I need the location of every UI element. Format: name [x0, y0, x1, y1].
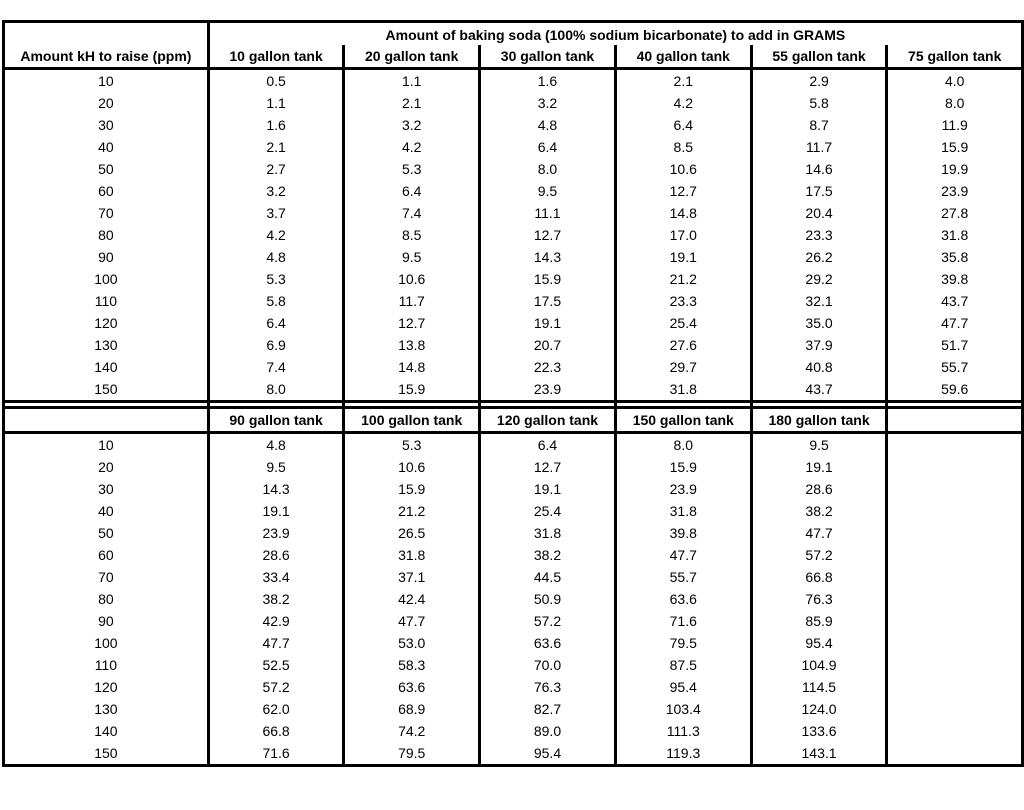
value-cell: 4.8	[208, 433, 344, 457]
value-cell: 6.9	[208, 334, 344, 356]
value-cell: 44.5	[480, 566, 616, 588]
value-cell: 15.9	[344, 478, 480, 500]
value-cell: 43.7	[887, 290, 1023, 312]
value-cell: 9.5	[480, 180, 616, 202]
value-cell: 43.7	[751, 378, 887, 402]
value-cell: 23.9	[887, 180, 1023, 202]
value-cell	[887, 676, 1023, 698]
row-label-cell: 70	[4, 566, 209, 588]
value-cell: 3.2	[208, 180, 344, 202]
table-row	[4, 378, 1023, 402]
table-row	[4, 632, 1023, 654]
value-cell	[887, 610, 1023, 632]
value-cell: 5.3	[344, 158, 480, 180]
value-cell: 119.3	[615, 742, 751, 766]
value-cell: 95.4	[480, 742, 616, 766]
value-cell: 15.9	[344, 378, 480, 402]
value-cell: 4.2	[344, 136, 480, 158]
value-cell	[887, 588, 1023, 610]
value-cell: 76.3	[480, 676, 616, 698]
table-row	[4, 544, 1023, 566]
row-label-cell: 90	[4, 246, 209, 268]
value-cell: 114.5	[751, 676, 887, 698]
value-cell: 2.1	[615, 69, 751, 93]
row-label-cell: 20	[4, 456, 209, 478]
value-cell: 17.5	[751, 180, 887, 202]
value-cell: 28.6	[208, 544, 344, 566]
row-label-cell: 10	[4, 433, 209, 457]
value-cell: 9.5	[344, 246, 480, 268]
value-cell: 8.0	[480, 158, 616, 180]
value-cell: 62.0	[208, 698, 344, 720]
value-cell: 23.3	[615, 290, 751, 312]
value-cell: 6.4	[480, 136, 616, 158]
value-cell: 3.2	[344, 114, 480, 136]
value-cell: 2.9	[751, 69, 887, 93]
table-row	[4, 566, 1023, 588]
value-cell: 1.1	[208, 92, 344, 114]
value-cell: 9.5	[208, 456, 344, 478]
value-cell: 74.2	[344, 720, 480, 742]
column-header: 90 gallon tank	[208, 408, 344, 433]
row-label-cell: 80	[4, 224, 209, 246]
value-cell: 11.1	[480, 202, 616, 224]
value-cell: 26.2	[751, 246, 887, 268]
value-cell: 47.7	[887, 312, 1023, 334]
table-row	[4, 246, 1023, 268]
value-cell: 6.4	[344, 180, 480, 202]
value-cell: 31.8	[887, 224, 1023, 246]
value-cell: 70.0	[480, 654, 616, 676]
corner-cell	[4, 22, 209, 46]
value-cell: 28.6	[751, 478, 887, 500]
table-row	[4, 610, 1023, 632]
value-cell: 21.2	[344, 500, 480, 522]
row-label-cell: 80	[4, 588, 209, 610]
value-cell	[887, 478, 1023, 500]
value-cell: 103.4	[615, 698, 751, 720]
value-cell: 2.1	[344, 92, 480, 114]
value-cell: 33.4	[208, 566, 344, 588]
value-cell: 2.7	[208, 158, 344, 180]
row-label-cell: 70	[4, 202, 209, 224]
column-header: 20 gallon tank	[344, 45, 480, 69]
value-cell: 4.8	[480, 114, 616, 136]
value-cell: 55.7	[615, 566, 751, 588]
value-cell: 27.8	[887, 202, 1023, 224]
value-cell: 38.2	[480, 544, 616, 566]
value-cell: 22.3	[480, 356, 616, 378]
row-label-cell: 100	[4, 268, 209, 290]
column-header: 10 gallon tank	[208, 45, 344, 69]
title-row	[4, 22, 1023, 46]
table-row	[4, 268, 1023, 290]
table-row	[4, 356, 1023, 378]
table-row	[4, 136, 1023, 158]
row-label-cell: 10	[4, 69, 209, 93]
value-cell: 37.9	[751, 334, 887, 356]
value-cell: 11.7	[751, 136, 887, 158]
header-row-1	[4, 45, 1023, 69]
value-cell: 5.3	[208, 268, 344, 290]
value-cell: 23.3	[751, 224, 887, 246]
value-cell: 3.2	[480, 92, 616, 114]
value-cell: 4.2	[615, 92, 751, 114]
table-row	[4, 742, 1023, 766]
value-cell: 111.3	[615, 720, 751, 742]
value-cell: 124.0	[751, 698, 887, 720]
value-cell: 82.7	[480, 698, 616, 720]
value-cell: 10.6	[615, 158, 751, 180]
value-cell: 38.2	[208, 588, 344, 610]
row-label-cell: 40	[4, 136, 209, 158]
row-label-cell: 130	[4, 334, 209, 356]
value-cell: 8.0	[615, 433, 751, 457]
row-label-cell: 90	[4, 610, 209, 632]
value-cell: 31.8	[344, 544, 480, 566]
row-label-cell: 120	[4, 676, 209, 698]
value-cell: 31.8	[615, 378, 751, 402]
row-label-cell: 110	[4, 654, 209, 676]
value-cell: 2.1	[208, 136, 344, 158]
value-cell: 50.9	[480, 588, 616, 610]
table-row	[4, 478, 1023, 500]
value-cell: 95.4	[751, 632, 887, 654]
value-cell: 47.7	[751, 522, 887, 544]
column-header: 100 gallon tank	[344, 408, 480, 433]
value-cell: 25.4	[480, 500, 616, 522]
table-row	[4, 433, 1023, 457]
value-cell: 40.8	[751, 356, 887, 378]
value-cell: 89.0	[480, 720, 616, 742]
table-row	[4, 456, 1023, 478]
value-cell: 79.5	[615, 632, 751, 654]
value-cell: 15.9	[615, 456, 751, 478]
value-cell: 59.6	[887, 378, 1023, 402]
row-header-label: Amount kH to raise (ppm)	[4, 45, 209, 69]
row-label-cell: 150	[4, 378, 209, 402]
value-cell: 1.1	[344, 69, 480, 93]
value-cell: 32.1	[751, 290, 887, 312]
row-label-cell: 30	[4, 114, 209, 136]
value-cell: 31.8	[615, 500, 751, 522]
value-cell: 4.0	[887, 69, 1023, 93]
value-cell: 21.2	[615, 268, 751, 290]
value-cell: 47.7	[208, 632, 344, 654]
value-cell: 42.9	[208, 610, 344, 632]
table-row	[4, 290, 1023, 312]
value-cell: 12.7	[615, 180, 751, 202]
value-cell: 4.2	[208, 224, 344, 246]
value-cell: 5.3	[344, 433, 480, 457]
value-cell: 68.9	[344, 698, 480, 720]
table-row	[4, 224, 1023, 246]
table-row	[4, 158, 1023, 180]
table-row	[4, 676, 1023, 698]
value-cell: 5.8	[208, 290, 344, 312]
value-cell: 29.2	[751, 268, 887, 290]
blank-header-cell	[4, 408, 209, 433]
row-label-cell: 120	[4, 312, 209, 334]
value-cell	[887, 742, 1023, 766]
value-cell: 52.5	[208, 654, 344, 676]
value-cell: 8.0	[887, 92, 1023, 114]
value-cell	[887, 456, 1023, 478]
value-cell: 58.3	[344, 654, 480, 676]
row-label-cell: 140	[4, 356, 209, 378]
value-cell: 10.6	[344, 456, 480, 478]
column-header	[887, 408, 1023, 433]
value-cell: 20.4	[751, 202, 887, 224]
value-cell: 143.1	[751, 742, 887, 766]
value-cell: 38.2	[751, 500, 887, 522]
value-cell: 19.1	[615, 246, 751, 268]
value-cell: 19.1	[480, 312, 616, 334]
row-label-cell: 50	[4, 158, 209, 180]
value-cell	[887, 500, 1023, 522]
value-cell: 1.6	[208, 114, 344, 136]
table-row	[4, 202, 1023, 224]
column-header: 120 gallon tank	[480, 408, 616, 433]
value-cell: 15.9	[480, 268, 616, 290]
value-cell: 19.9	[887, 158, 1023, 180]
value-cell: 66.8	[751, 566, 887, 588]
value-cell: 76.3	[751, 588, 887, 610]
value-cell: 19.1	[751, 456, 887, 478]
value-cell: 13.8	[344, 334, 480, 356]
row-label-cell: 20	[4, 92, 209, 114]
value-cell: 26.5	[344, 522, 480, 544]
value-cell	[887, 632, 1023, 654]
value-cell: 17.0	[615, 224, 751, 246]
column-header: 30 gallon tank	[480, 45, 616, 69]
table-row	[4, 654, 1023, 676]
row-label-cell: 60	[4, 544, 209, 566]
table-row	[4, 698, 1023, 720]
value-cell: 4.8	[208, 246, 344, 268]
value-cell: 8.5	[344, 224, 480, 246]
table-row	[4, 500, 1023, 522]
value-cell: 19.1	[208, 500, 344, 522]
value-cell: 63.6	[344, 676, 480, 698]
value-cell: 10.6	[344, 268, 480, 290]
value-cell	[887, 566, 1023, 588]
value-cell: 8.5	[615, 136, 751, 158]
value-cell: 8.0	[208, 378, 344, 402]
value-cell: 79.5	[344, 742, 480, 766]
value-cell: 12.7	[480, 456, 616, 478]
value-cell: 11.9	[887, 114, 1023, 136]
value-cell: 66.8	[208, 720, 344, 742]
table-row	[4, 312, 1023, 334]
table-row	[4, 588, 1023, 610]
value-cell: 23.9	[480, 378, 616, 402]
row-label-cell: 40	[4, 500, 209, 522]
table-row	[4, 92, 1023, 114]
value-cell: 39.8	[615, 522, 751, 544]
value-cell	[887, 698, 1023, 720]
table-row	[4, 69, 1023, 93]
table-row	[4, 522, 1023, 544]
value-cell: 12.7	[344, 312, 480, 334]
value-cell: 63.6	[480, 632, 616, 654]
table-row	[4, 334, 1023, 356]
value-cell: 11.7	[344, 290, 480, 312]
row-label-cell: 140	[4, 720, 209, 742]
value-cell: 57.2	[208, 676, 344, 698]
value-cell: 31.8	[480, 522, 616, 544]
row-label-cell: 110	[4, 290, 209, 312]
row-label-cell: 60	[4, 180, 209, 202]
value-cell	[887, 654, 1023, 676]
value-cell: 14.6	[751, 158, 887, 180]
value-cell: 71.6	[208, 742, 344, 766]
value-cell: 12.7	[480, 224, 616, 246]
value-cell: 57.2	[751, 544, 887, 566]
value-cell: 85.9	[751, 610, 887, 632]
value-cell: 6.4	[480, 433, 616, 457]
value-cell: 51.7	[887, 334, 1023, 356]
value-cell: 9.5	[751, 433, 887, 457]
value-cell: 95.4	[615, 676, 751, 698]
value-cell: 14.3	[208, 478, 344, 500]
value-cell: 39.8	[887, 268, 1023, 290]
value-cell: 19.1	[480, 478, 616, 500]
value-cell: 35.0	[751, 312, 887, 334]
value-cell: 53.0	[344, 632, 480, 654]
header-row-2	[4, 408, 1023, 433]
column-header: 180 gallon tank	[751, 408, 887, 433]
value-cell: 1.6	[480, 69, 616, 93]
value-cell: 133.6	[751, 720, 887, 742]
value-cell: 5.8	[751, 92, 887, 114]
value-cell: 14.8	[344, 356, 480, 378]
column-header: 40 gallon tank	[615, 45, 751, 69]
value-cell: 6.4	[615, 114, 751, 136]
value-cell: 23.9	[615, 478, 751, 500]
row-label-cell: 100	[4, 632, 209, 654]
table-title: Amount of baking soda (100% sodium bicarbonate) to add in GRAMS	[208, 22, 1022, 46]
value-cell: 14.3	[480, 246, 616, 268]
value-cell: 25.4	[615, 312, 751, 334]
column-header: 55 gallon tank	[751, 45, 887, 69]
value-cell: 8.7	[751, 114, 887, 136]
baking-soda-table	[2, 20, 1024, 767]
value-cell: 0.5	[208, 69, 344, 93]
value-cell: 47.7	[615, 544, 751, 566]
row-label-cell: 50	[4, 522, 209, 544]
value-cell: 35.8	[887, 246, 1023, 268]
value-cell: 17.5	[480, 290, 616, 312]
value-cell	[887, 433, 1023, 457]
value-cell: 63.6	[615, 588, 751, 610]
value-cell	[887, 522, 1023, 544]
value-cell: 20.7	[480, 334, 616, 356]
table-row	[4, 720, 1023, 742]
column-header: 75 gallon tank	[887, 45, 1023, 69]
value-cell: 71.6	[615, 610, 751, 632]
value-cell	[887, 544, 1023, 566]
value-cell: 7.4	[208, 356, 344, 378]
value-cell: 47.7	[344, 610, 480, 632]
table-row	[4, 114, 1023, 136]
value-cell: 6.4	[208, 312, 344, 334]
value-cell: 23.9	[208, 522, 344, 544]
table-row	[4, 180, 1023, 202]
value-cell: 42.4	[344, 588, 480, 610]
row-label-cell: 150	[4, 742, 209, 766]
value-cell: 104.9	[751, 654, 887, 676]
value-cell: 15.9	[887, 136, 1023, 158]
value-cell: 37.1	[344, 566, 480, 588]
value-cell: 55.7	[887, 356, 1023, 378]
row-label-cell: 30	[4, 478, 209, 500]
value-cell	[887, 720, 1023, 742]
value-cell: 14.8	[615, 202, 751, 224]
row-label-cell: 130	[4, 698, 209, 720]
value-cell: 87.5	[615, 654, 751, 676]
value-cell: 3.7	[208, 202, 344, 224]
value-cell: 27.6	[615, 334, 751, 356]
value-cell: 57.2	[480, 610, 616, 632]
column-header: 150 gallon tank	[615, 408, 751, 433]
value-cell: 29.7	[615, 356, 751, 378]
value-cell: 7.4	[344, 202, 480, 224]
